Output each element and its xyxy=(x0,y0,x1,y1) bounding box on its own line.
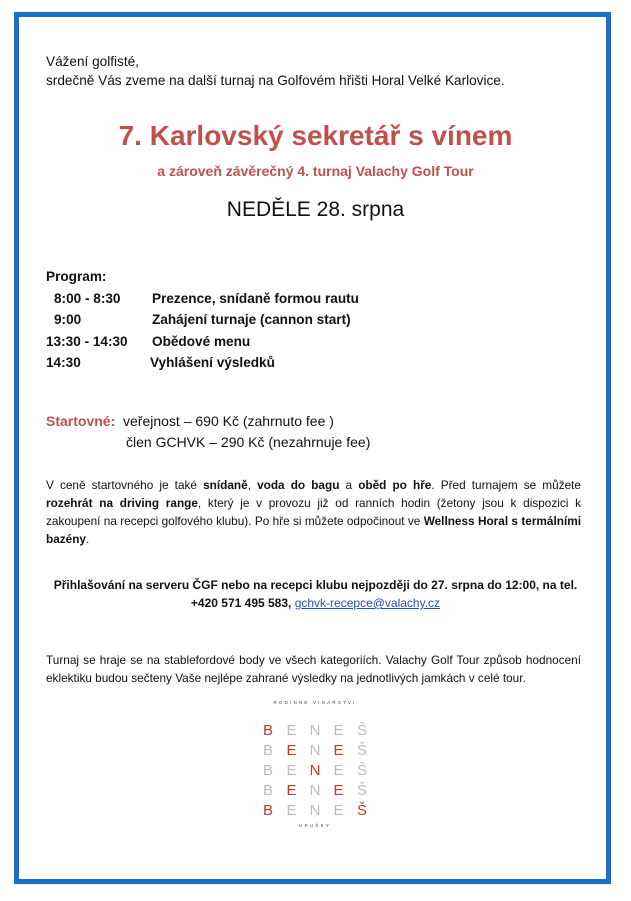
info-driving-range: rozehrát na driving range xyxy=(46,496,198,510)
registration-email-link[interactable]: gchvk-recepce@valachy.cz xyxy=(294,596,441,610)
program-time: 9:00 xyxy=(54,312,82,327)
logo-letter: E xyxy=(333,801,344,819)
event-subtitle: a zároveň závěrečný 4. turnaj Valachy Golf Tour xyxy=(157,163,474,179)
greeting-line1: Vážení golfisté, xyxy=(46,54,139,69)
logo-letter-grid xyxy=(260,720,370,820)
logo-letter: B xyxy=(262,781,273,799)
program-time: 13:30 - 14:30 xyxy=(46,333,128,349)
program-row xyxy=(46,309,351,331)
logo-letter: B xyxy=(262,721,273,739)
logo-letter: N xyxy=(309,741,321,759)
info-paragraph: V ceně startovného je také snídaně, voda do bagu a oběd po hře. Před turnajem se můžete rozehrát na driving range, který je v provozu již od ranních hodin (žetony jsou k dispozici k zakoupení na recepci golfového klubu). Po hře si můžete odpočinout ve Wellness Horal s termálními bazény. xyxy=(46,478,581,546)
logo-letter: B xyxy=(262,741,273,759)
logo-letter: E xyxy=(333,741,344,759)
registration xyxy=(0,576,631,612)
program-time: 14:30 xyxy=(46,355,81,370)
program-desc: Prezence, snídaně formou rautu xyxy=(152,290,359,306)
logo-row xyxy=(260,780,370,800)
info-lunch: oběd po hře xyxy=(358,478,432,492)
event-title: 7. Karlovský sekretář s vínem xyxy=(118,120,513,151)
logo-letter: E xyxy=(286,761,297,779)
logo-letter: E xyxy=(333,781,344,799)
greeting xyxy=(46,52,505,90)
program-desc: Zahájení turnaje (cannon start) xyxy=(152,312,351,327)
logo-row xyxy=(260,760,370,780)
logo-row xyxy=(260,740,370,760)
fee-section xyxy=(46,411,370,453)
info-wellness: Wellness Horal s termálními bazény xyxy=(46,514,581,546)
program-row xyxy=(46,288,359,310)
info-water: voda do bagu xyxy=(257,478,340,492)
logo-letter: E xyxy=(333,761,344,779)
logo-row xyxy=(260,720,370,740)
logo-letter: Š xyxy=(356,761,367,779)
logo-bottom-text: HRUŠKY xyxy=(299,823,331,828)
program-time: 8:00 - 8:30 xyxy=(54,290,121,306)
logo-row xyxy=(260,800,370,820)
logo-letter: N xyxy=(309,801,321,819)
fee-label: Startovné: xyxy=(46,413,116,429)
program-row xyxy=(46,352,275,374)
program-row xyxy=(46,331,251,353)
program-desc: Vyhlášení výsledků xyxy=(150,355,275,370)
logo-letter: E xyxy=(333,721,344,739)
logo-letter: N xyxy=(309,761,321,779)
fee-member: člen GCHVK – 290 Kč (nezahrnuje fee) xyxy=(126,434,371,450)
logo-letter: Š xyxy=(356,801,367,819)
program-desc: Obědové menu xyxy=(152,333,251,349)
logo-letter: Š xyxy=(356,781,367,799)
rules-paragraph: Turnaj se hraje se na stablefordové body ve všech kategoriích. Valachy Golf Tour způsob hodnocení eklektiku budou sečteny Vaše nejlépe zahrané výsledky na jednotlivých jamkách v celé tour. xyxy=(46,653,581,685)
logo-letter: Š xyxy=(356,721,367,739)
registration-phone: +420 571 495 583, xyxy=(190,596,292,610)
logo-letter: E xyxy=(286,721,297,739)
logo-letter: N xyxy=(309,781,321,799)
logo-letter: Š xyxy=(356,741,367,759)
greeting-line2: srdečně Vás zveme na další turnaj na Golfovém hřišti Horal Velké Karlovice. xyxy=(46,73,505,88)
logo-letter: B xyxy=(262,761,273,779)
program-section xyxy=(46,266,359,374)
event-date: NEDĚLE 28. srpna xyxy=(226,198,405,221)
program-heading: Program: xyxy=(46,269,107,284)
logo-letter: B xyxy=(262,801,273,819)
logo-letter: E xyxy=(286,781,297,799)
logo-letter: E xyxy=(286,741,297,759)
logo-top-text: RODINNÉ VINAŘSTVÍ xyxy=(273,700,357,705)
logo-letter: N xyxy=(309,721,321,739)
logo-letter: E xyxy=(286,801,297,819)
info-breakfast: snídaně xyxy=(203,478,248,492)
benes-winery-logo xyxy=(250,700,380,830)
registration-text: Přihlašování na serveru ČGF nebo na recepci klubu nejpozději do 27. srpna do 12:00, na tel. xyxy=(53,578,578,592)
fee-public: veřejnost – 690 Kč (zahrnuto fee ) xyxy=(123,413,334,429)
